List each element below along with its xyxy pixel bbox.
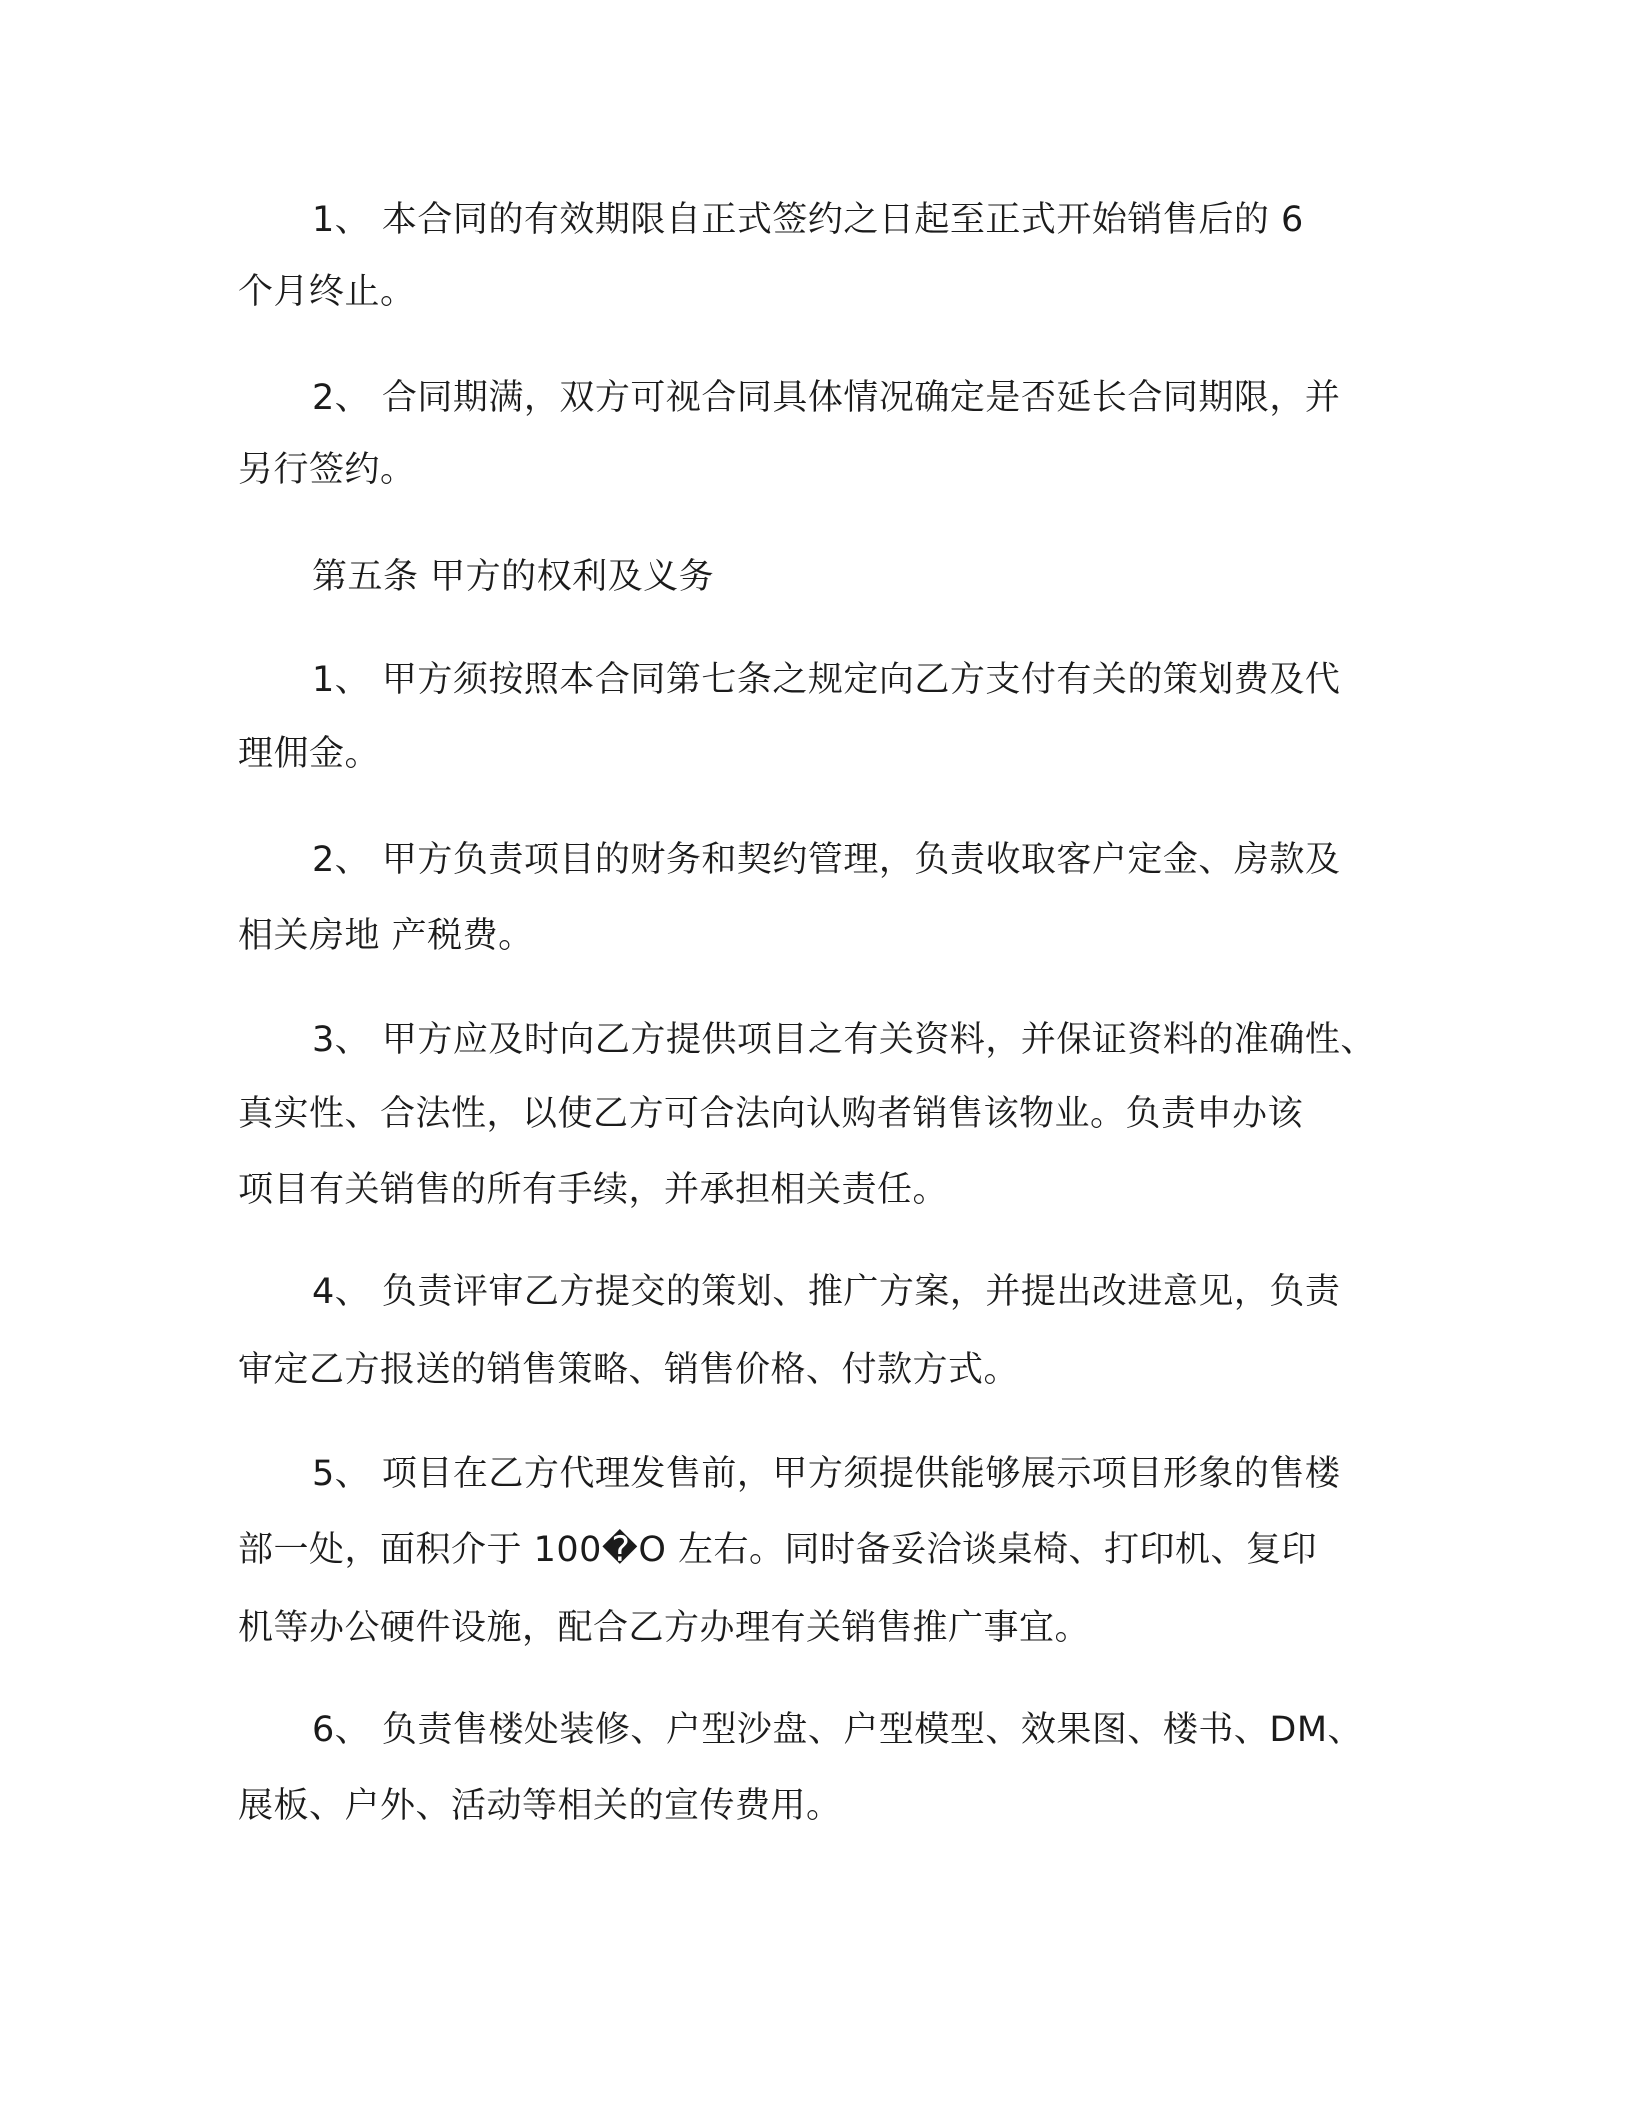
duty-1-line-1: 1、 甲方须按照本合同第七条之规定向乙方支付有关的策划费及代 <box>312 660 1341 700</box>
duty-1-line-2: 理佣金。 <box>238 734 381 774</box>
term-1-line-1: 1、 本合同的有效期限自正式签约之日起至正式开始销售后的 6 <box>312 200 1304 240</box>
duty-6-line-2: 展板、户外、活动等相关的宣传费用。 <box>238 1786 842 1826</box>
term-2-line-2: 另行签约。 <box>238 450 416 490</box>
duty-3-line-3: 项目有关销售的所有手续，并承担相关责任。 <box>238 1170 949 1210</box>
term-1-line-2: 个月终止。 <box>238 272 416 312</box>
duty-5-line-3: 机等办公硬件设施，配合乙方办理有关销售推广事宜。 <box>238 1608 1091 1648</box>
duty-3-line-2: 真实性、合法性，以使乙方可合法向认购者销售该物业。负责申办该 <box>238 1094 1304 1134</box>
duty-3-line-1: 3、 甲方应及时向乙方提供项目之有关资料，并保证资料的准确性、 <box>312 1020 1376 1060</box>
duty-6-line-1: 6、 负责售楼处装修、户型沙盘、户型模型、效果图、楼书、DM、 <box>312 1710 1364 1750</box>
duty-4-line-1: 4、 负责评审乙方提交的策划、推广方案，并提出改进意见，负责 <box>312 1272 1341 1312</box>
duty-5-line-1: 5、 项目在乙方代理发售前，甲方须提供能够展示项目形象的售楼 <box>312 1454 1341 1494</box>
article-5-heading: 第五条 甲方的权利及义务 <box>312 557 715 597</box>
duty-4-line-2: 审定乙方报送的销售策略、销售价格、付款方式。 <box>238 1350 1020 1390</box>
term-2-line-1: 2、 合同期满，双方可视合同具体情况确定是否延长合同期限，并 <box>312 378 1341 418</box>
duty-5-line-2: 部一处，面积介于 100�O 左右。同时备妥洽谈桌椅、打印机、复印 <box>238 1530 1317 1570</box>
duty-2-line-2: 相关房地 产税费。 <box>238 916 534 956</box>
duty-2-line-1: 2、 甲方负责项目的财务和契约管理，负责收取客户定金、房款及 <box>312 840 1341 880</box>
